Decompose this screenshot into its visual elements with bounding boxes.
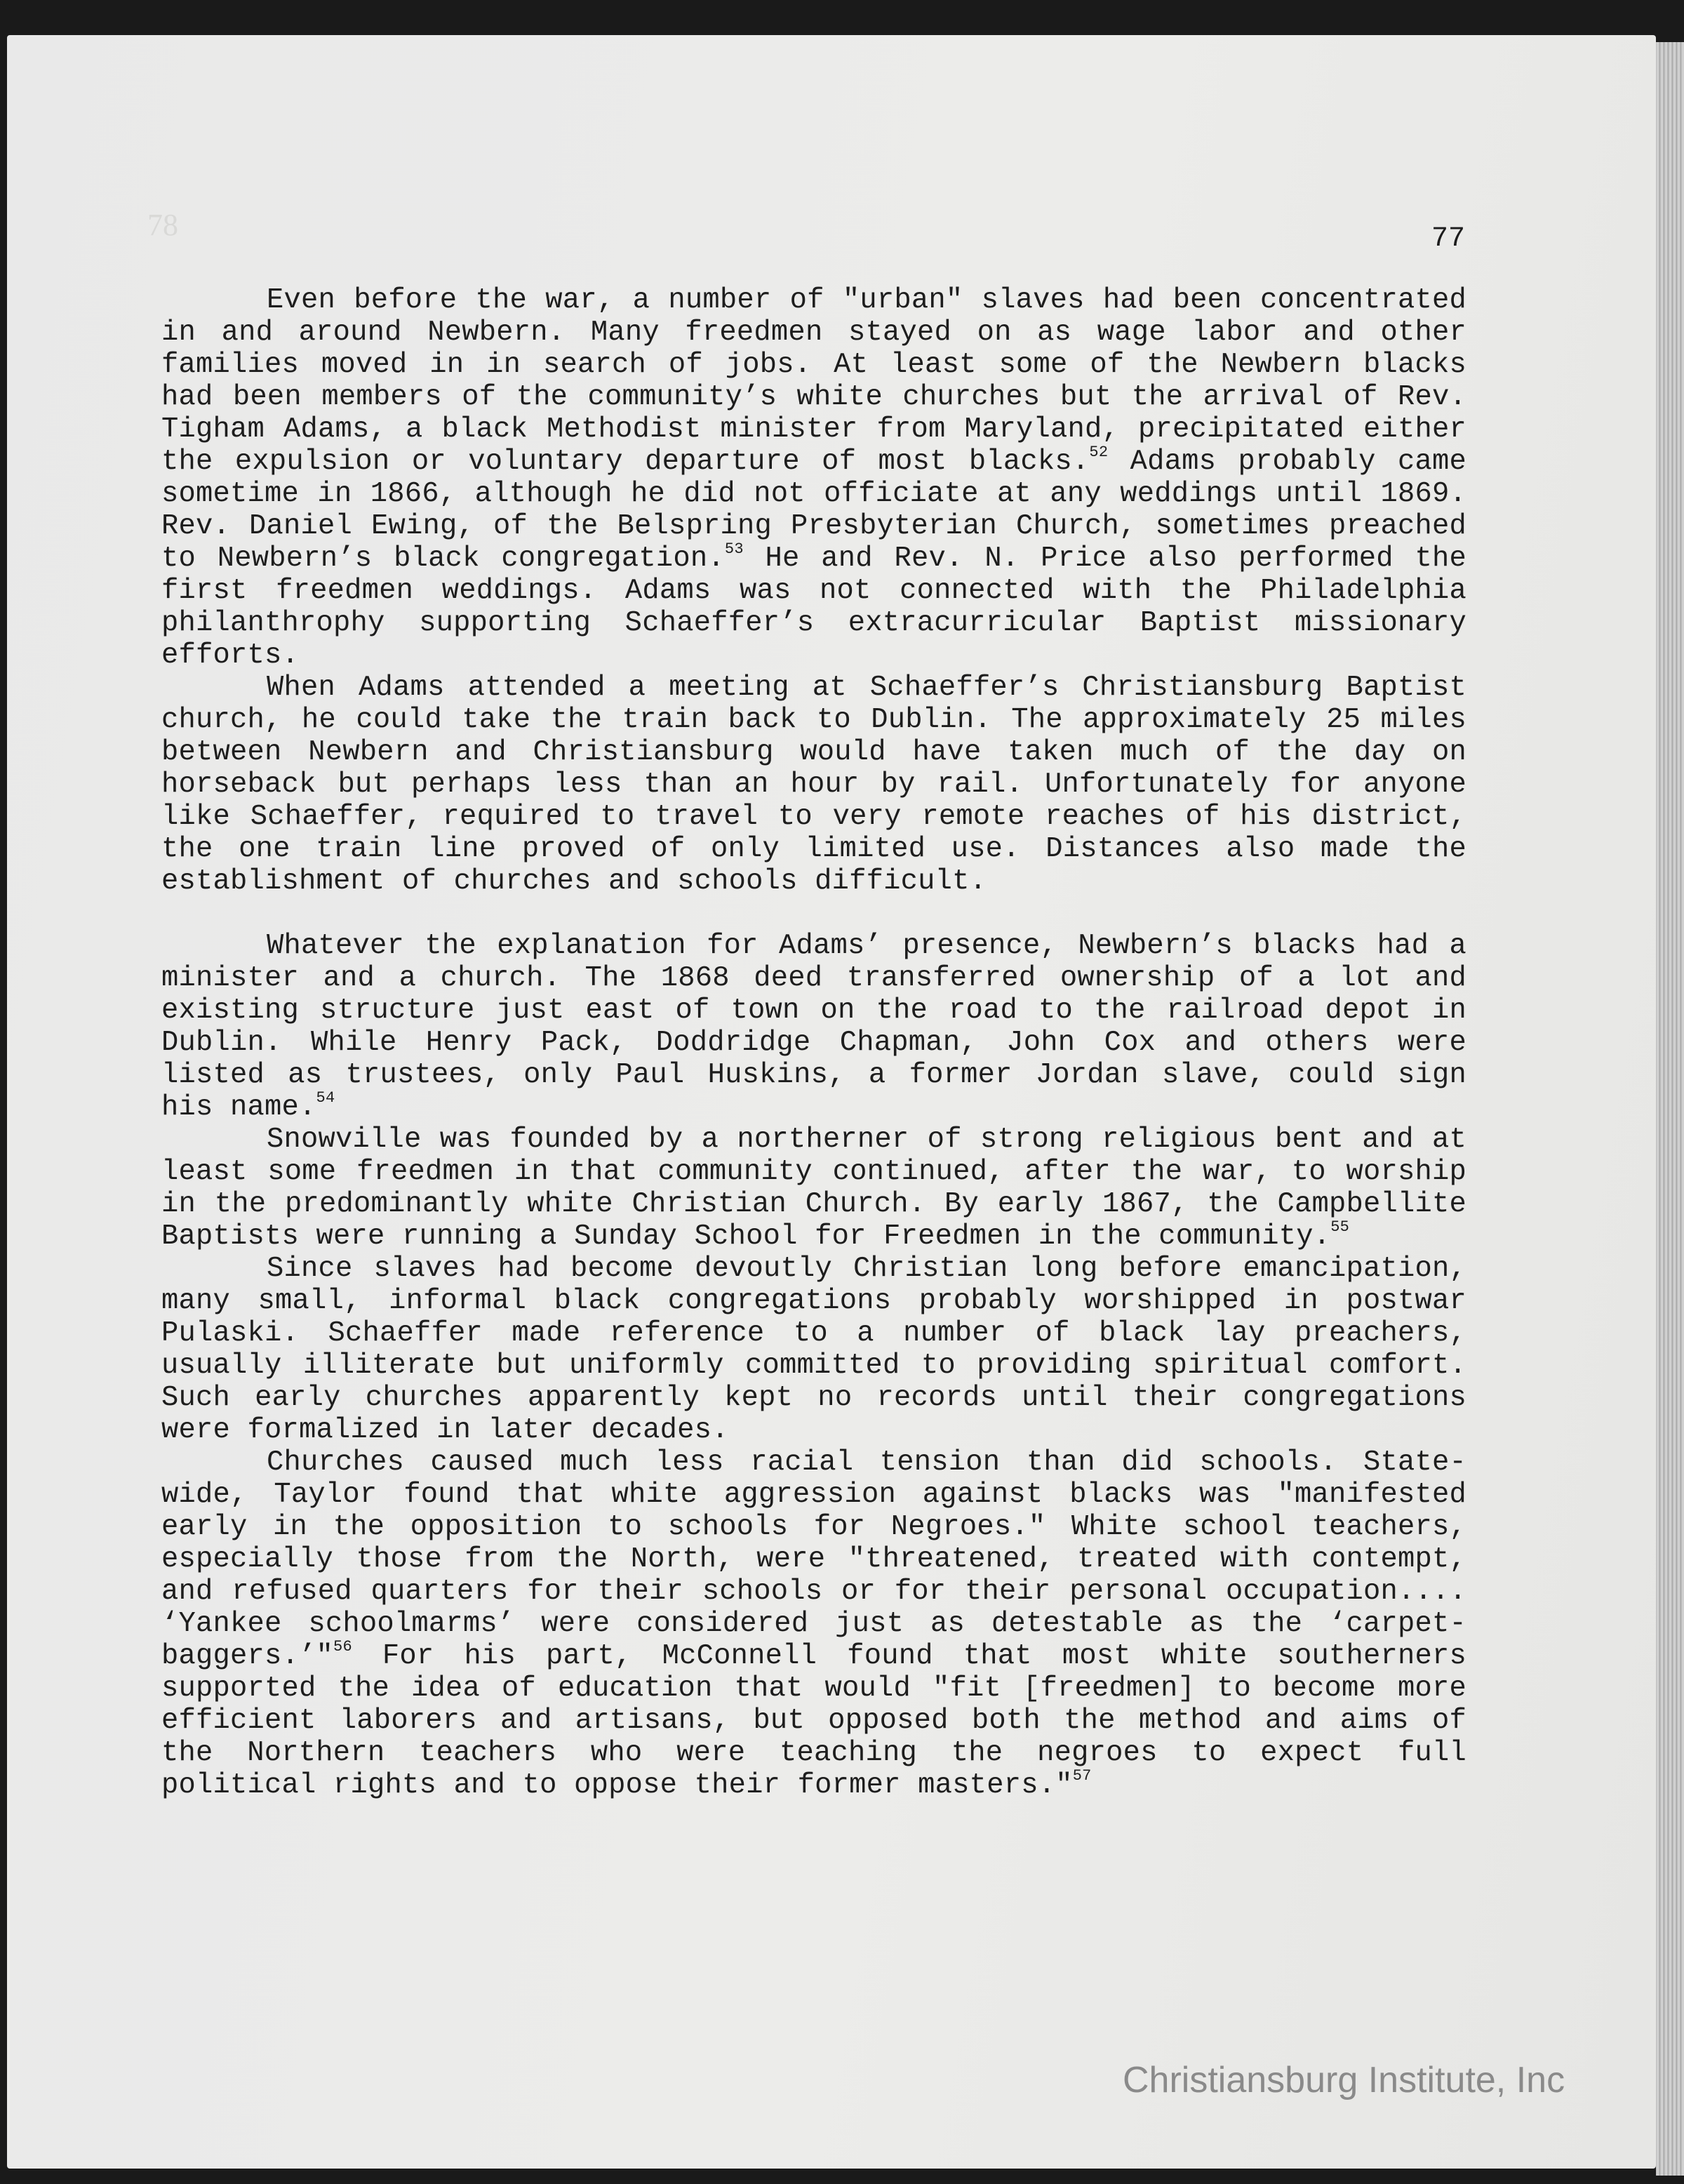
- paragraph-text: Adams probably came sometime in 1866, although he did not officiate at any weddings until 1869. Rev. Daniel Ewing, of the Belspring Presbyterian Church, sometimes preached to Newbern’s black congregation.: [161, 446, 1466, 575]
- bleed-through-page-number: 78: [147, 208, 178, 242]
- page-number: 77: [1431, 223, 1466, 255]
- paragraph: [161, 1253, 1466, 1446]
- footnote-reference: 53: [724, 540, 744, 558]
- footnote-reference: 57: [1072, 1767, 1092, 1785]
- paragraph-text: He and Rev. N. Price also performed the first freedmen weddings. Adams was not connected with the Philadelphia philanthrophy supporting Schaeffer’s extracurricular Baptist missionary efforts.: [161, 542, 1466, 672]
- paragraph: [161, 672, 1466, 898]
- paragraph-text: Even before the war, a number of "urban" slaves had been concentrated in and around Newbern. Many freedmen stayed on as wage labor and other families moved in in search of jobs. At least some of the Newbern blacks had been members of the community’s white churches but the arrival of Rev. Tigham Adams, a black Methodist minister from Maryland, precipitated either the expulsion or voluntary departure of most blacks.: [161, 284, 1466, 478]
- body-text: [161, 284, 1466, 1802]
- paragraph-text: When Adams attended a meeting at Schaeffer’s Christiansburg Baptist church, he could take the train back to Dublin. The approximately 25 miles between Newbern and Christiansburg would have taken much of the day on horseback but perhaps less than an hour by rail. Unfortunately for anyone like Schaeffer, required to travel to very remote reaches of his district, the one train line proved of only limited use. Distances also made the establishment of churches and schools difficult.: [161, 672, 1466, 898]
- paragraph-text: For his part, McConnell found that most white southerners supported the idea of education that would "fit [freedmen] to become more efficient laborers and artisans, but opposed both the method and aims of the Northern teachers who were teaching the negroes to expect full political rights and to oppose their former masters.": [161, 1640, 1466, 1802]
- footnote-reference: 52: [1089, 444, 1109, 461]
- footnote-reference: 54: [316, 1089, 335, 1107]
- page-stack-edges: [1656, 42, 1684, 2176]
- paragraph: [161, 930, 1466, 1124]
- watermark: Christiansburg Institute, Inc: [1123, 2060, 1565, 2100]
- paragraph-text: Whatever the explanation for Adams’ presence, Newbern’s blacks had a minister and a church. The 1868 deed transferred ownership of a lot and existing structure just east of town on the road to the railroad depot in Dublin. While Henry Pack, Doddridge Chapman, John Cox and others were listed as trustees, only Paul Huskins, a former Jordan slave, could sign his name.: [161, 930, 1466, 1124]
- footnote-reference: 55: [1330, 1218, 1350, 1236]
- paragraph: [161, 1446, 1466, 1802]
- paragraph: [161, 284, 1466, 672]
- paragraph-text: Since slaves had become devoutly Christian long before emancipation, many small, informal black congregations probably worshipped in postwar Pulaski. Schaeffer made reference to a number of black lay preachers, usually illiterate but uniformly committed to providing spiritual comfort. Such early churches apparently kept no records until their congregations were formalized in later decades.: [161, 1253, 1466, 1446]
- footnote-reference: 56: [333, 1638, 352, 1656]
- paragraph-text: Snowville was founded by a northerner of strong religious bent and at least some freedmen in that community continued, after the war, to worship in the predominantly white Christian Church. By early 1867, the Campbellite Baptists were running a Sunday School for Freedmen in the community.: [161, 1124, 1466, 1253]
- paragraph: [161, 1124, 1466, 1253]
- paragraph-text: Churches caused much less racial tension than did schools. State-wide, Taylor found that white aggression against blacks was "manifested early in the opposition to schools for Negroes." White school teachers, especially those from the North, were "threatened, treated with contempt, and refused quarters for their schools or for their personal occupation.... ‘Yankee schoolmarms’ were considered just as detestable as the ‘carpet-baggers.’": [161, 1446, 1466, 1672]
